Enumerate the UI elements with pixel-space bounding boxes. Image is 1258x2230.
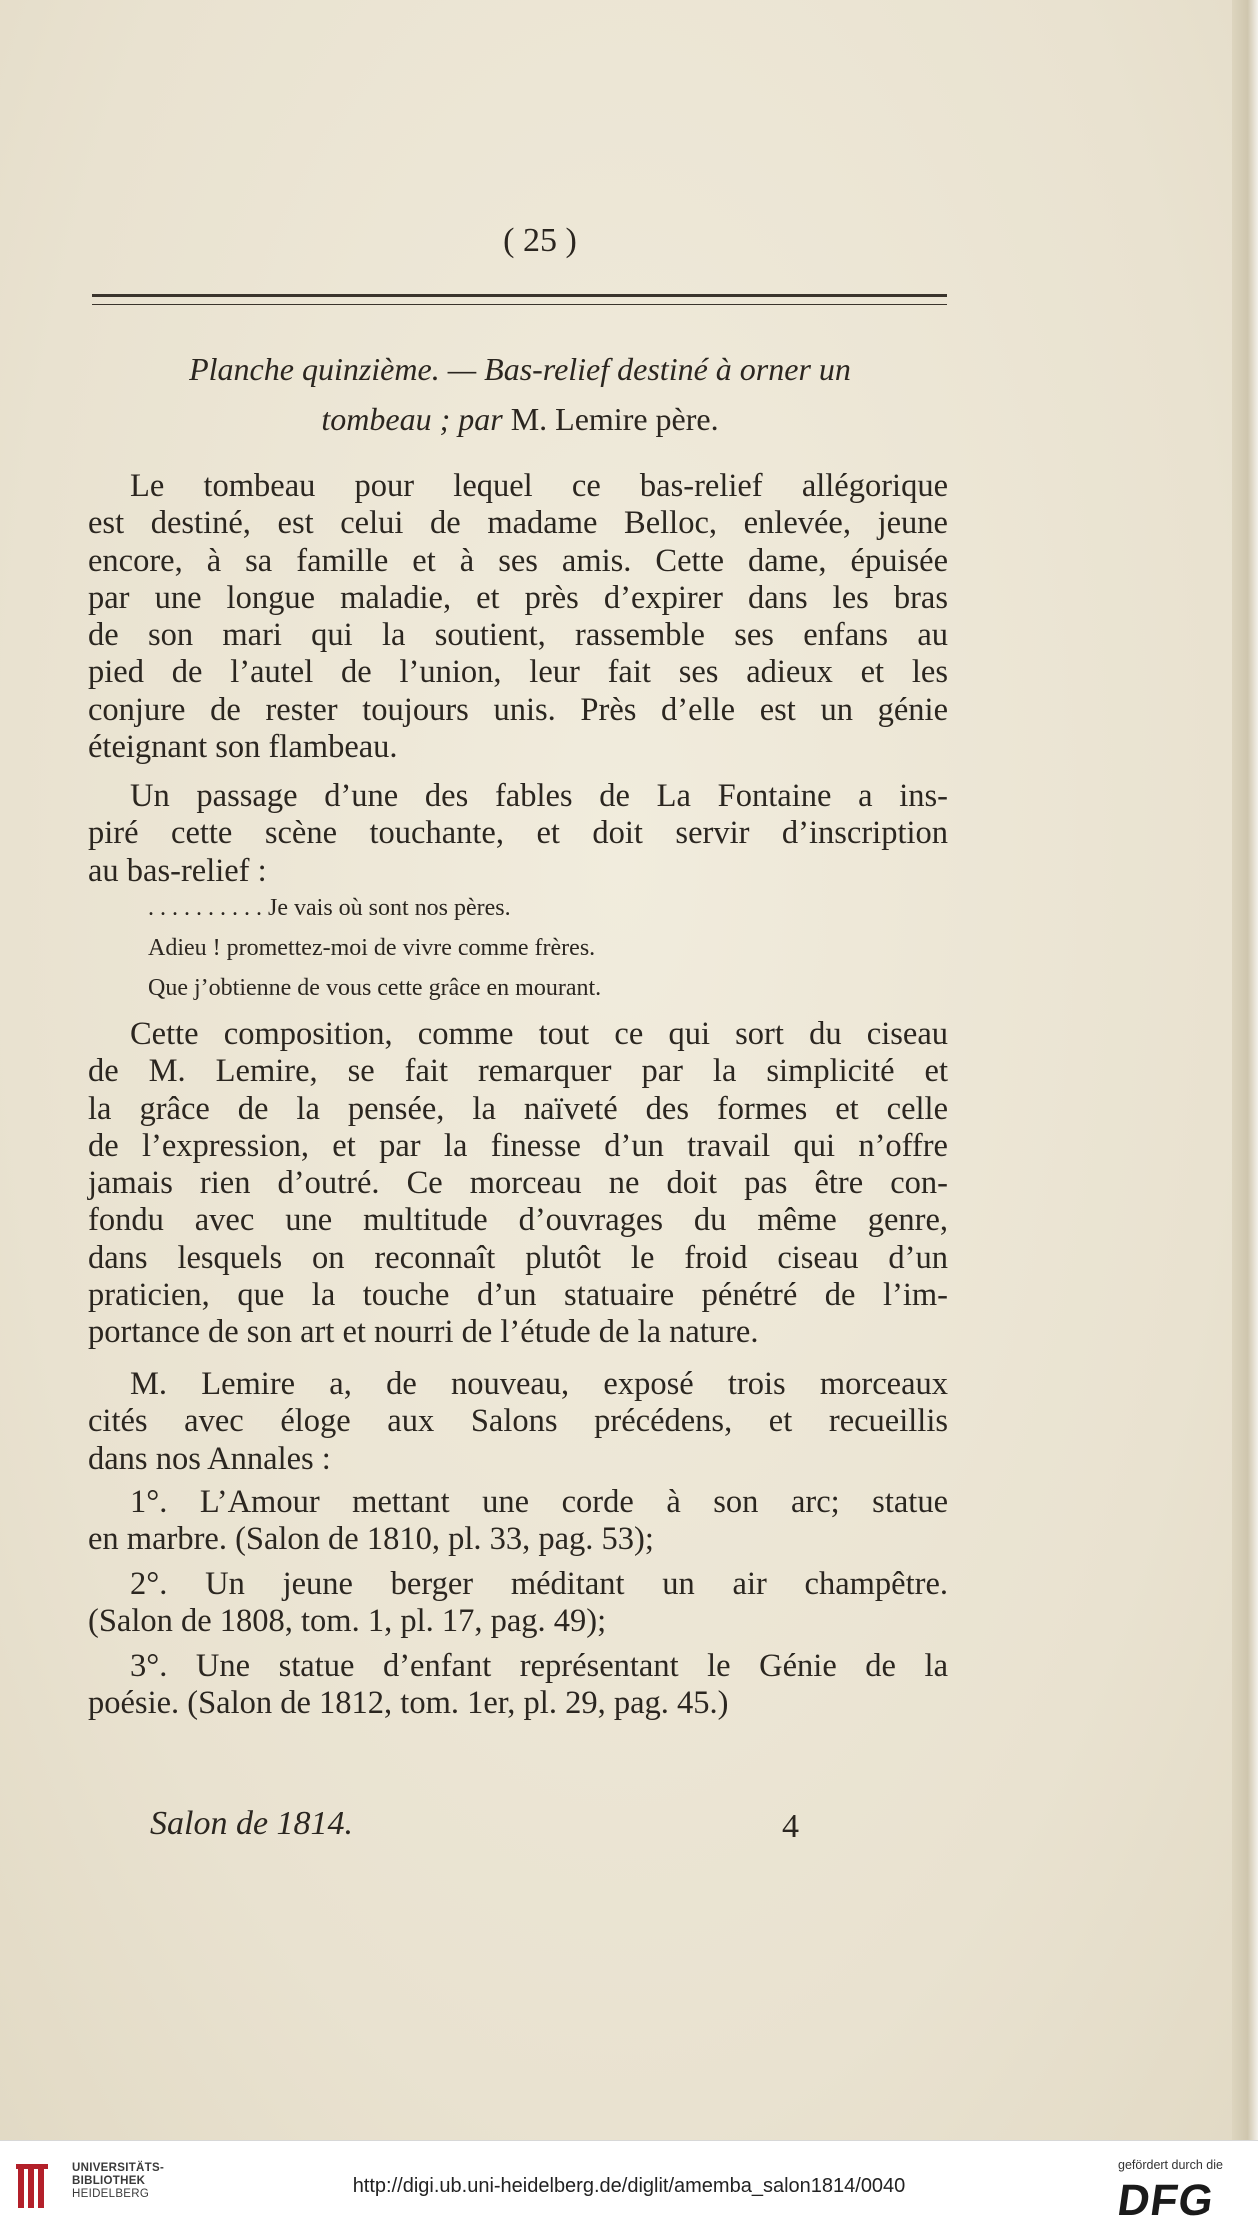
works-list-item-3 bbox=[88, 1648, 948, 1723]
paragraph-1 bbox=[88, 468, 948, 766]
paragraph-2 bbox=[88, 778, 948, 890]
text-line: encore, à sa famille et à ses amis. Cette dame, épuisée bbox=[88, 542, 948, 579]
text-line: de son mari qui la soutient, rassemble ses enfans au bbox=[88, 617, 948, 654]
text-line: (Salon de 1808, tom. 1, pl. 17, pag. 49); bbox=[88, 1603, 607, 1640]
text-line: par une longue maladie, et près d’expirer dans les bras bbox=[88, 579, 948, 616]
text-line: piré cette scène touchante, et doit servir d’inscription bbox=[88, 815, 948, 852]
paragraph-3 bbox=[88, 1016, 948, 1352]
verse-quote bbox=[148, 888, 601, 1008]
permalink-url[interactable]: http://digi.ub.uni-heidelberg.de/diglit/amemba_salon1814/0040 bbox=[352, 2175, 906, 2197]
text-line: est destiné, est celui de madame Belloc, enlevée, jeune bbox=[88, 505, 948, 542]
text-line: poésie. (Salon de 1812, tom. 1er, pl. 29, pag. 45.) bbox=[88, 1685, 729, 1722]
text-line: 2°. Un jeune berger méditant un air champêtre. bbox=[130, 1566, 948, 1602]
text-line: Le tombeau pour lequel ce bas-relief allégorique bbox=[130, 468, 948, 504]
text-line: en marbre. (Salon de 1810, pl. 33, pag. 53); bbox=[88, 1521, 654, 1558]
text-line: de M. Lemire, se fait remarquer par la simplicité et bbox=[88, 1053, 948, 1090]
text-line: fondu avec une multitude d’ouvrages du même genre, bbox=[88, 1202, 948, 1239]
header-rule bbox=[92, 294, 947, 297]
text-line: jamais rien d’outré. Ce morceau ne doit pas être con- bbox=[88, 1165, 948, 1202]
text-line: Cette composition, comme tout ce qui sort du ciseau bbox=[130, 1016, 948, 1052]
library-name-line: BIBLIOTHEK bbox=[72, 2175, 146, 2187]
paragraph-4 bbox=[88, 1366, 948, 1478]
page-edge bbox=[1232, 0, 1258, 2140]
text-line: cités avec éloge aux Salons précédens, et recueillis bbox=[88, 1403, 948, 1440]
library-name-line: HEIDELBERG bbox=[72, 2188, 150, 2200]
library-name-line: UNIVERSITÄTS- bbox=[72, 2162, 165, 2174]
signature-mark: Salon de 1814. bbox=[150, 1805, 354, 1842]
page-number: ( 25 ) bbox=[503, 222, 577, 259]
text-line: dans lesquels on reconnaît plutôt le froid ciseau d’un bbox=[88, 1239, 948, 1276]
text-line: Un passage d’une des fables de La Fontaine a ins- bbox=[130, 778, 948, 814]
title-line-1: Planche quinzième. — Bas-relief destiné à orner un bbox=[189, 351, 851, 387]
section-title bbox=[90, 346, 950, 392]
signature-number: 4 bbox=[782, 1808, 799, 1845]
verse-line: Que j’obtienne de vous cette grâce en mourant. bbox=[148, 975, 602, 1001]
works-list-item-1 bbox=[88, 1484, 948, 1559]
title-line-2: tombeau ; par bbox=[321, 401, 503, 437]
text-line: au bas-relief : bbox=[88, 852, 267, 889]
text-line: M. Lemire a, de nouveau, exposé trois morceaux bbox=[130, 1366, 948, 1402]
text-line: 3°. Une statue d’enfant représentant le Génie de la bbox=[130, 1648, 948, 1684]
verse-line: . . . . . . . . . . Je vais où sont nos pères. bbox=[148, 895, 511, 921]
verse-line: Adieu ! promettez-moi de vivre comme frères. bbox=[148, 935, 596, 961]
funded-by-label: gefördert durch die bbox=[1118, 2158, 1223, 2172]
text-line: de l’expression, et par la finesse d’un travail qui n’offre bbox=[88, 1127, 948, 1164]
works-list-item-2 bbox=[88, 1566, 948, 1641]
title-artist: M. Lemire père. bbox=[510, 401, 719, 437]
text-line: praticien, que la touche d’un statuaire pénétré de l’im- bbox=[88, 1277, 948, 1314]
text-line: 1°. L’Amour mettant une corde à son arc; statue bbox=[130, 1484, 948, 1520]
text-line: la grâce de la pensée, la naïveté des formes et celle bbox=[88, 1090, 948, 1127]
section-title-line-2 bbox=[90, 396, 950, 442]
text-line: dans nos Annales : bbox=[88, 1440, 331, 1477]
dfg-logo: DFG bbox=[1114, 2176, 1218, 2225]
text-line: portance de son art et nourri de l’étude de la nature. bbox=[88, 1314, 759, 1351]
text-line: éteignant son flambeau. bbox=[88, 729, 398, 766]
header-rule-thin bbox=[92, 304, 947, 305]
text-line: conjure de rester toujours unis. Près d’elle est un génie bbox=[88, 691, 948, 728]
text-line: pied de l’autel de l’union, leur fait ses adieux et les bbox=[88, 654, 948, 691]
